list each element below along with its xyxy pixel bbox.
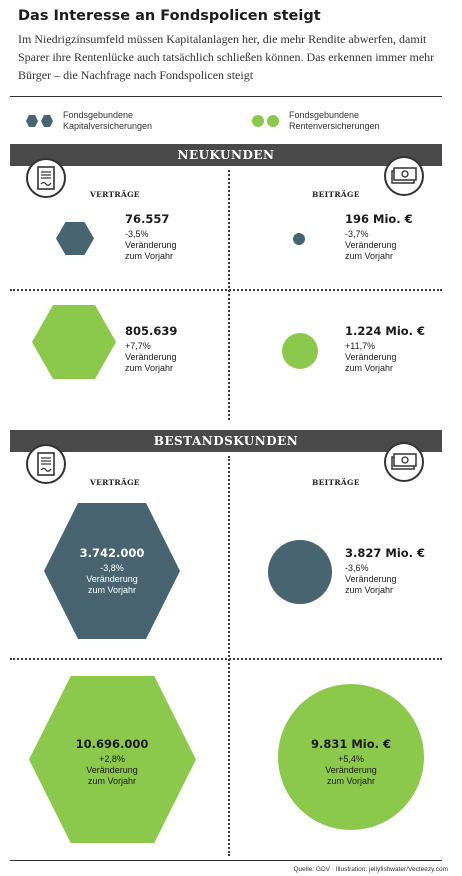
stat-value: 3.827 Mio. € <box>345 546 426 560</box>
stat-renten-vertraege <box>125 324 195 374</box>
stat-kapital-vertraege <box>125 212 195 262</box>
stat-renten-beitraege <box>345 324 425 374</box>
stat-value: 10.696.000 <box>75 737 149 751</box>
stat-note: Veränderung zum Vorjahr <box>345 574 397 595</box>
stat-note: Veränderung zum Vorjahr <box>86 574 138 595</box>
stat-value: 76.557 <box>125 212 170 226</box>
banknotes-icon <box>384 156 424 196</box>
stat-change: +11,7% <box>345 341 376 351</box>
column-divider <box>228 170 230 420</box>
stat-note: Veränderung zum Vorjahr <box>345 240 397 261</box>
stat-kapital-vertraege <box>52 546 172 596</box>
stat-note: Veränderung zum Vorjahr <box>325 765 377 786</box>
intro-text: Im Niedrigzinsumfeld müssen Kapitalanlagen her, die mehr Rendite abwerfen, damit Sparer ihre Rentenlücke auch tatsächlich schließen können. Das erkennen immer mehr Bürger – die Nachfrage nach Fondspolicen steigt <box>18 32 435 82</box>
stat-value: 196 Mio. € <box>345 212 413 226</box>
stat-change: +5,4% <box>338 754 364 764</box>
stat-note: Veränderung zum Vorjahr <box>125 352 177 373</box>
stat-change: +7,7% <box>125 341 151 351</box>
row-divider <box>10 289 442 291</box>
legend-kapital <box>26 110 163 132</box>
legend-label: Fondsgebundene Kapitalversicherungen <box>63 110 153 131</box>
divider <box>10 860 442 861</box>
contract-document-icon <box>26 444 66 484</box>
legend-label: Fondsgebundene Rentenversicherungen <box>289 110 380 131</box>
row-divider <box>10 658 442 660</box>
column-label-vertraege: VERTRÄGE <box>90 478 140 487</box>
legend-hex-icon <box>26 115 38 127</box>
section-banner-neukunden: NEUKUNDEN <box>10 144 442 166</box>
stat-kapital-beitraege <box>345 546 425 596</box>
column-label-beitraege: BEITRÄGE <box>312 190 360 199</box>
stat-renten-vertraege <box>52 737 172 787</box>
divider <box>10 96 442 97</box>
circle-renten-beitraege <box>282 333 318 369</box>
stat-value: 1.224 Mio. € <box>345 324 426 338</box>
stat-change: -3,6% <box>345 563 369 573</box>
stat-change: -3,7% <box>345 229 369 239</box>
column-divider <box>228 456 230 856</box>
stat-change: -3,8% <box>100 563 124 573</box>
stat-change: -3,5% <box>125 229 149 239</box>
stat-kapital-beitraege <box>345 212 415 262</box>
legend-dot-icon <box>267 115 279 127</box>
banknotes-icon <box>384 442 424 482</box>
hex-kapital-vertraege <box>56 222 94 255</box>
circle-kapital-beitraege <box>268 540 332 604</box>
stat-renten-beitraege <box>291 737 411 787</box>
column-label-vertraege: VERTRÄGE <box>90 190 140 199</box>
legend-hex-icon <box>41 115 53 127</box>
circle-kapital-beitraege <box>293 233 305 245</box>
stat-change: +2,8% <box>99 754 125 764</box>
stat-value: 9.831 Mio. € <box>310 737 392 751</box>
stat-note: Veränderung zum Vorjahr <box>345 352 397 373</box>
column-label-beitraege: BEITRÄGE <box>312 478 360 487</box>
contract-document-icon <box>26 158 66 198</box>
legend-dot-icon <box>252 115 264 127</box>
source-credit: Quelle: GDV · Illustration: jellyfishwater/Vecteezy.com <box>293 866 448 873</box>
stat-value: 3.742.000 <box>79 546 145 560</box>
stat-note: Veränderung zum Vorjahr <box>86 765 138 786</box>
legend-renten <box>252 110 389 132</box>
section-banner-bestandskunden: BESTANDSKUNDEN <box>10 430 442 452</box>
stat-note: Veränderung zum Vorjahr <box>125 240 177 261</box>
hex-renten-vertraege <box>32 305 116 379</box>
stat-value: 805.639 <box>125 324 178 338</box>
page-title: Das Interesse an Fondspolicen steigt <box>18 8 321 24</box>
